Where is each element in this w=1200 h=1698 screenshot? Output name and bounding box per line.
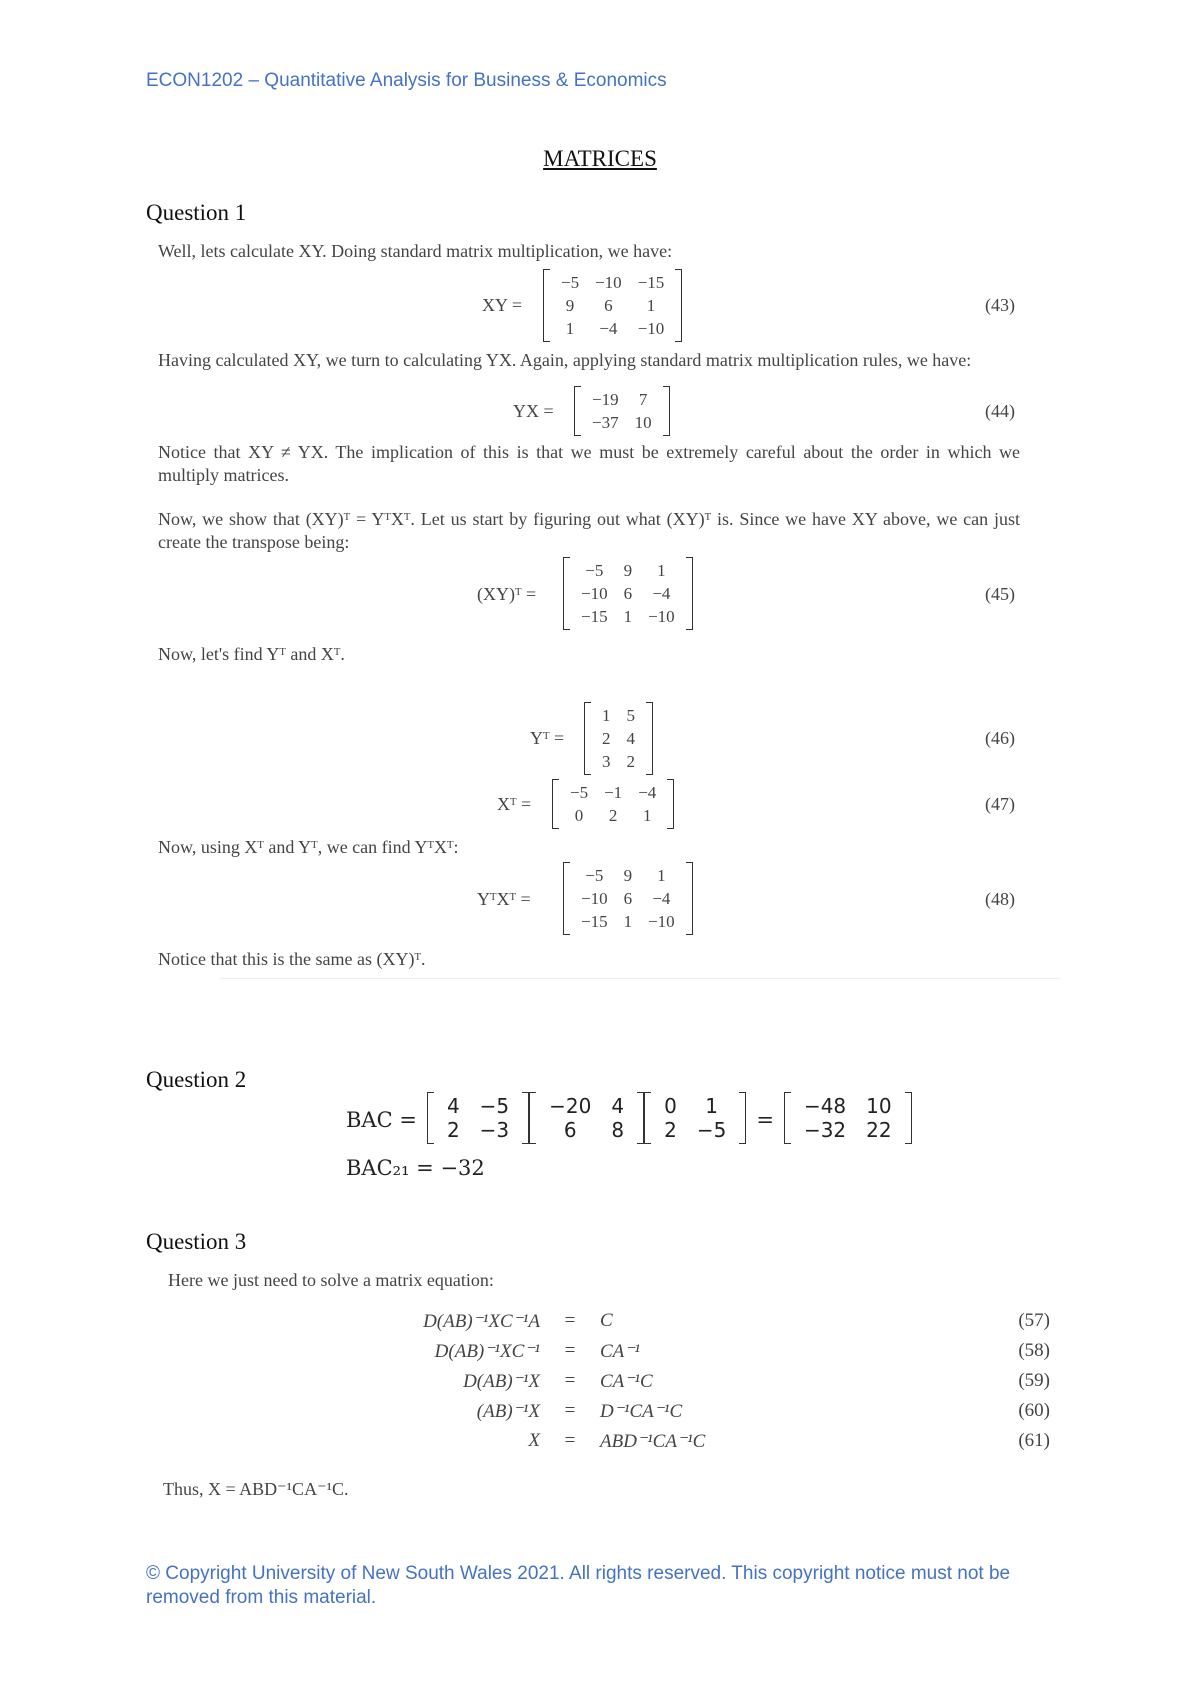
matrix-cell: 3 — [602, 752, 611, 771]
matrix-cell: −5 — [696, 1118, 727, 1142]
q3-equation-row — [380, 1306, 1050, 1336]
eq45-matrix — [563, 557, 693, 634]
q3-equals: = — [564, 1430, 576, 1451]
matrix-cell: −10 — [648, 912, 675, 931]
matrix-bracket — [644, 1092, 746, 1144]
q3-eq-number: (59) — [1018, 1370, 1050, 1391]
eq43-number: (43) — [985, 295, 1015, 315]
matrix-cell: 6 — [623, 889, 633, 908]
q1-paragraph-2: Having calculated XY, we turn to calculating YX. Again, applying standard matrix multiplication rules, we have: — [158, 350, 972, 370]
course-header: ECON1202 – Quantitative Analysis for Business & Economics — [146, 70, 667, 91]
q3-lhs: D(AB)⁻¹XC⁻¹A — [423, 1310, 540, 1332]
matrix-cell: 8 — [611, 1118, 625, 1142]
matrix-cell: −10 — [581, 889, 608, 908]
q3-lhs: (AB)⁻¹X — [476, 1400, 540, 1422]
eq44-matrix — [574, 386, 670, 440]
matrix-cell: 2 — [608, 806, 618, 825]
q3-equation-row — [380, 1336, 1050, 1366]
matrix-cell: −5 — [585, 866, 604, 885]
matrix-cell: −5 — [479, 1094, 510, 1118]
eq47-lhs: Xᵀ = — [497, 794, 532, 814]
q2-matrix-b — [427, 1092, 529, 1148]
matrix-cell: 9 — [623, 561, 633, 580]
q3-intro: Here we just need to solve a matrix equation: — [168, 1270, 494, 1290]
q3-lhs: D(AB)⁻¹XC⁻¹ — [434, 1340, 540, 1362]
question-1-heading: Question 1 — [146, 200, 247, 225]
q1-paragraph-6: Now, using Xᵀ and Yᵀ, we can find YᵀXᵀ: — [158, 837, 459, 857]
q3-equals: = — [564, 1400, 576, 1421]
matrix-cell: 1 — [623, 912, 633, 931]
eq48-number: (48) — [985, 889, 1015, 909]
matrix-cell: −1 — [604, 783, 623, 802]
matrix-bracket — [584, 702, 653, 775]
q3-equation-row — [380, 1426, 1050, 1456]
q2-equation — [346, 1092, 912, 1180]
matrix-cell: −4 — [599, 319, 618, 338]
matrix-cell: 0 — [574, 806, 584, 825]
matrix-bracket — [563, 862, 693, 935]
eq48-lhs: YᵀXᵀ = — [477, 889, 531, 909]
q1-paragraph-7: Notice that this is the same as (XY)ᵀ. — [158, 949, 426, 969]
matrix-cell: −15 — [637, 273, 665, 292]
q3-equation-row — [380, 1396, 1050, 1426]
matrix-cell: −10 — [648, 607, 675, 626]
q2-element-21: BAC₂₁ = −32 — [346, 1156, 485, 1180]
matrix-cell: −4 — [652, 584, 671, 603]
eq48-matrix — [563, 862, 693, 939]
matrix-bracket — [529, 1092, 644, 1144]
title-text: MATRICES — [543, 146, 657, 171]
matrix-cell: 22 — [866, 1118, 892, 1142]
eq47-matrix — [552, 779, 674, 833]
matrix-bracket — [563, 557, 693, 630]
matrix-cell: 1 — [646, 296, 656, 315]
matrix-cell: −19 — [592, 390, 619, 409]
matrix-cell: 6 — [563, 1118, 577, 1142]
matrix-cell: −5 — [570, 783, 589, 802]
q3-rhs: C — [600, 1310, 613, 1331]
q1-paragraph-4: Now, we show that (XY)ᵀ = YᵀXᵀ. Let us start by figuring out what (XY)ᵀ is. Since we have XY above, we can just create the transpose being: — [158, 509, 1020, 552]
matrix-cell: 6 — [604, 296, 613, 315]
q1-paragraph-1: Well, lets calculate XY. Doing standard matrix multiplication, we have: — [158, 241, 673, 261]
document-title — [0, 146, 1200, 172]
q2-lhs: BAC = — [346, 1108, 417, 1132]
matrix-cell: 2 — [664, 1118, 677, 1142]
q3-rhs: ABD⁻¹CA⁻¹C — [600, 1430, 706, 1452]
q3-rhs: CA⁻¹C — [600, 1370, 653, 1392]
matrix-cell: 1 — [565, 319, 575, 338]
eq45-number: (45) — [985, 584, 1015, 604]
matrix-cell: −20 — [549, 1094, 592, 1118]
matrix-cell: −5 — [561, 273, 580, 292]
matrix-cell: −10 — [581, 584, 608, 603]
matrix-cell: −10 — [637, 319, 665, 338]
faint-divider — [220, 978, 1060, 979]
eq44-lhs: YX = — [513, 401, 554, 421]
eq45-lhs: (XY)ᵀ = — [477, 584, 537, 604]
eq47-number: (47) — [985, 794, 1015, 814]
matrix-cell: 1 — [705, 1094, 718, 1118]
q2-matrix-c — [644, 1092, 746, 1148]
matrix-bracket — [427, 1092, 529, 1144]
matrix-cell: −48 — [803, 1094, 847, 1118]
matrix-bracket — [543, 269, 682, 342]
matrix-cell: 2 — [626, 752, 635, 771]
matrix-cell: 4 — [626, 729, 635, 748]
matrix-cell: 10 — [866, 1094, 892, 1118]
matrix-cell: 10 — [634, 413, 652, 432]
eq46-number: (46) — [985, 728, 1015, 748]
matrix-cell: 1 — [623, 607, 633, 626]
matrix-cell: −3 — [479, 1118, 510, 1142]
q3-eq-number: (60) — [1018, 1400, 1050, 1421]
q3-equation-table — [380, 1306, 1050, 1456]
matrix-cell: 4 — [611, 1094, 625, 1118]
matrix-cell: 7 — [638, 390, 648, 409]
matrix-cell: 5 — [626, 706, 635, 725]
matrix-bracket — [784, 1092, 912, 1144]
q3-eq-number: (57) — [1018, 1310, 1050, 1331]
matrix-cell: −5 — [585, 561, 604, 580]
q3-align-block — [380, 1306, 1050, 1456]
eq43-matrix — [543, 269, 682, 346]
q3-rhs: D⁻¹CA⁻¹C — [600, 1400, 683, 1422]
eq46-lhs: Yᵀ = — [530, 728, 565, 748]
q3-equals: = — [564, 1340, 576, 1361]
matrix-cell: 6 — [623, 584, 633, 603]
q3-equation-row — [380, 1366, 1050, 1396]
q1-paragraph-3: Notice that XY ≠ YX. The implication of this is that we must be extremely careful about the order in which we multiply matrices. — [158, 442, 1020, 485]
q3-equals: = — [564, 1310, 576, 1331]
q2-matrix-a — [529, 1092, 644, 1148]
matrix-cell: 4 — [446, 1094, 460, 1118]
matrix-cell: −10 — [595, 273, 622, 292]
matrix-cell: −15 — [581, 607, 608, 626]
matrix-cell: 1 — [642, 806, 652, 825]
matrix-cell: 2 — [602, 729, 611, 748]
q3-equals: = — [564, 1370, 576, 1391]
matrix-cell: 9 — [565, 296, 575, 315]
q3-lhs: X — [528, 1430, 540, 1451]
matrix-cell: −4 — [652, 889, 671, 908]
copyright-footer: © Copyright University of New South Wales 2021. All rights reserved. This copyright notice must not be removed from this material. — [146, 1563, 1011, 1608]
matrix-cell: 1 — [657, 866, 666, 885]
matrix-bracket — [552, 779, 674, 829]
matrix-cell: 0 — [664, 1094, 677, 1118]
matrix-cell: 2 — [446, 1118, 460, 1142]
eq43-lhs: XY = — [482, 295, 522, 315]
matrix-cell: 9 — [623, 866, 633, 885]
q3-lhs: D(AB)⁻¹X — [463, 1370, 540, 1392]
q3-eq-number: (58) — [1018, 1340, 1050, 1361]
q3-conclusion: Thus, X = ABD⁻¹CA⁻¹C. — [163, 1479, 349, 1499]
matrix-cell: 1 — [602, 706, 611, 725]
eq46-matrix — [584, 702, 653, 779]
q2-matrix-result — [784, 1092, 912, 1148]
matrix-bracket — [574, 386, 670, 436]
matrix-cell: −4 — [638, 783, 657, 802]
matrix-cell: −32 — [803, 1118, 847, 1142]
matrix-cell: −37 — [592, 413, 619, 432]
q3-rhs: CA⁻¹ — [600, 1340, 641, 1362]
question-3-heading: Question 3 — [146, 1229, 247, 1254]
matrix-cell: 1 — [657, 561, 666, 580]
q2-equals: = — [756, 1108, 774, 1132]
q1-paragraph-5: Now, let's find Yᵀ and Xᵀ. — [158, 644, 345, 664]
question-2-heading: Question 2 — [146, 1067, 247, 1092]
matrix-cell: −15 — [581, 912, 608, 931]
eq44-number: (44) — [985, 401, 1015, 421]
q3-eq-number: (61) — [1018, 1430, 1050, 1451]
